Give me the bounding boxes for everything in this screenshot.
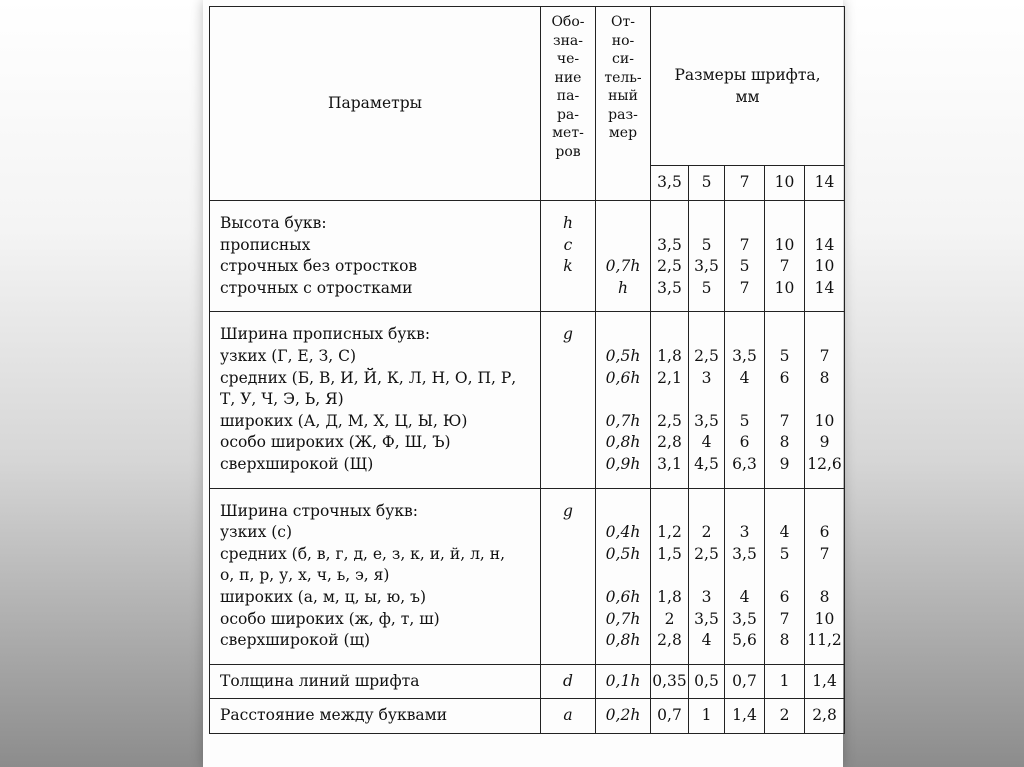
font-size-table bbox=[209, 6, 845, 734]
parameter-cell bbox=[210, 699, 541, 734]
value bbox=[805, 565, 844, 587]
value: 3,5 bbox=[657, 278, 682, 297]
value: 6,3 bbox=[732, 454, 757, 473]
value: 10 bbox=[814, 609, 835, 628]
value: 0,2h bbox=[605, 706, 641, 725]
parameter-line: сверхширокой (щ) bbox=[220, 631, 371, 650]
size-header: 10 bbox=[765, 166, 805, 201]
value bbox=[765, 389, 804, 411]
value bbox=[651, 501, 688, 523]
symbol-cell bbox=[541, 699, 596, 734]
size-7-cell bbox=[725, 488, 765, 664]
value bbox=[805, 389, 844, 411]
value: 0,35 bbox=[652, 671, 687, 690]
value bbox=[725, 565, 764, 587]
value: 10 bbox=[774, 235, 795, 254]
value bbox=[805, 324, 844, 346]
value: 2,5 bbox=[657, 411, 682, 430]
header-row bbox=[210, 7, 845, 166]
value: 8 bbox=[819, 368, 830, 387]
parameter-line: строчных без отростков bbox=[220, 257, 418, 276]
value: 3,1 bbox=[657, 454, 682, 473]
size-14-cell bbox=[805, 699, 845, 734]
value: 0,7h bbox=[605, 257, 641, 276]
value: 2,5 bbox=[694, 346, 719, 365]
section-uppercase-width bbox=[210, 312, 845, 488]
parameter-line: узких (с) bbox=[220, 523, 293, 542]
symbol-cell bbox=[541, 201, 596, 312]
value: 7 bbox=[779, 257, 790, 276]
value bbox=[725, 389, 764, 411]
value: 0,7 bbox=[732, 671, 757, 690]
value: 7 bbox=[779, 411, 790, 430]
value: 0,7h bbox=[605, 609, 641, 628]
size-5-cell bbox=[689, 699, 725, 734]
value: 2,8 bbox=[657, 631, 682, 650]
value: 5 bbox=[739, 411, 750, 430]
value: 6 bbox=[779, 368, 790, 387]
value: 9 bbox=[819, 433, 830, 452]
value: 2 bbox=[701, 523, 712, 542]
value: 3,5 bbox=[694, 609, 719, 628]
symbol-cell bbox=[541, 312, 596, 488]
value: 5 bbox=[779, 346, 790, 365]
value: 11,2 bbox=[807, 631, 842, 650]
value: 8 bbox=[779, 433, 790, 452]
value: 7 bbox=[819, 346, 830, 365]
parameter-line: особо широких (ж, ф, т, ш) bbox=[220, 609, 440, 628]
value: a bbox=[563, 706, 573, 725]
value: 2,8 bbox=[812, 706, 837, 725]
size-5-cell bbox=[689, 201, 725, 312]
parameter-line: особо широких (Ж, Ф, Ш, Ъ) bbox=[220, 433, 451, 452]
value bbox=[725, 501, 764, 523]
value: 1,2 bbox=[657, 523, 682, 542]
value: 6 bbox=[739, 433, 750, 452]
value: 3,5 bbox=[694, 411, 719, 430]
value bbox=[765, 324, 804, 346]
section-letter-height bbox=[210, 201, 845, 312]
value: 2,1 bbox=[657, 368, 682, 387]
value: 14 bbox=[814, 278, 835, 297]
value: g bbox=[563, 501, 573, 520]
value: 1,8 bbox=[657, 587, 682, 606]
header-parameters: Параметры bbox=[210, 7, 541, 201]
size-header: 5 bbox=[689, 166, 725, 201]
size-10-cell bbox=[765, 312, 805, 488]
value bbox=[596, 235, 650, 257]
value: 7 bbox=[779, 609, 790, 628]
parameter-line: узких (Г, Е, З, С) bbox=[220, 346, 357, 365]
value: 1,4 bbox=[812, 671, 837, 690]
size-3-5-cell bbox=[651, 488, 689, 664]
value bbox=[651, 565, 688, 587]
value: 4 bbox=[701, 433, 712, 452]
relative-size-cell bbox=[596, 699, 651, 734]
value: 3,5 bbox=[732, 346, 757, 365]
size-10-cell bbox=[765, 664, 805, 699]
value: 0,8h bbox=[605, 433, 641, 452]
value: 2,8 bbox=[657, 433, 682, 452]
value bbox=[765, 213, 804, 235]
value: 6 bbox=[819, 523, 830, 542]
value: 3 bbox=[701, 587, 712, 606]
value: 0,1h bbox=[605, 671, 641, 690]
value bbox=[725, 324, 764, 346]
value: 3,5 bbox=[657, 235, 682, 254]
value bbox=[651, 213, 688, 235]
relative-size-cell bbox=[596, 488, 651, 664]
value: 8 bbox=[819, 587, 830, 606]
value bbox=[689, 213, 724, 235]
size-10-cell bbox=[765, 201, 805, 312]
size-header: 14 bbox=[805, 166, 845, 201]
size-header: 3,5 bbox=[651, 166, 689, 201]
size-14-cell bbox=[805, 664, 845, 699]
value bbox=[651, 389, 688, 411]
value bbox=[596, 213, 650, 235]
value bbox=[689, 501, 724, 523]
document-page bbox=[203, 0, 843, 767]
relative-size-cell bbox=[596, 312, 651, 488]
value: g bbox=[563, 325, 573, 344]
header-designation: Обо- зна- че- ние па- ра- мет- ров bbox=[541, 7, 596, 201]
value: 0,7 bbox=[657, 706, 682, 725]
size-10-cell bbox=[765, 699, 805, 734]
parameter-line: Высота букв: bbox=[220, 214, 327, 232]
parameter-cell bbox=[210, 488, 541, 664]
value: c bbox=[563, 235, 573, 254]
value bbox=[689, 324, 724, 346]
value bbox=[596, 389, 650, 411]
size-3-5-cell bbox=[651, 201, 689, 312]
size-7-cell bbox=[725, 201, 765, 312]
size-10-cell bbox=[765, 488, 805, 664]
value: d bbox=[563, 671, 573, 690]
parameter-line: средних (б, в, г, д, е, з, к, и, й, л, н, bbox=[220, 544, 506, 563]
value bbox=[765, 565, 804, 587]
size-header: 7 bbox=[725, 166, 765, 201]
size-3-5-cell bbox=[651, 312, 689, 488]
value: 1,4 bbox=[732, 706, 757, 725]
value: 0,5h bbox=[605, 544, 641, 563]
value bbox=[651, 324, 688, 346]
value: 0,5 bbox=[694, 671, 719, 690]
parameter-line: широких (а, м, ц, ы, ю, ъ) bbox=[220, 587, 427, 606]
value: 3 bbox=[701, 368, 712, 387]
header-font-sizes: Размеры шрифта, мм bbox=[651, 7, 845, 166]
value: 12,6 bbox=[807, 454, 842, 473]
value: 7 bbox=[819, 544, 830, 563]
value: 0,5h bbox=[605, 346, 641, 365]
value: 14 bbox=[814, 235, 835, 254]
parameter-line: прописных bbox=[220, 235, 311, 254]
parameter-cell bbox=[210, 201, 541, 312]
section-line-thickness bbox=[210, 664, 845, 699]
value bbox=[596, 501, 650, 523]
size-14-cell bbox=[805, 488, 845, 664]
value: 0,4h bbox=[605, 523, 641, 542]
symbol-cell bbox=[541, 664, 596, 699]
parameter-cell bbox=[210, 312, 541, 488]
parameter-line: Расстояние между буквами bbox=[220, 706, 448, 725]
value: 4 bbox=[739, 587, 750, 606]
size-7-cell bbox=[725, 699, 765, 734]
value: 10 bbox=[814, 257, 835, 276]
value: 1 bbox=[701, 706, 712, 725]
value: 1,5 bbox=[657, 544, 682, 563]
value: 0,8h bbox=[605, 631, 641, 650]
value: h bbox=[563, 214, 573, 232]
size-3-5-cell bbox=[651, 664, 689, 699]
parameter-line: о, п, р, у, х, ч, ь, э, я) bbox=[220, 566, 390, 585]
value: 10 bbox=[774, 278, 795, 297]
value bbox=[805, 213, 844, 235]
size-5-cell bbox=[689, 312, 725, 488]
value: 4 bbox=[779, 523, 790, 542]
value: 7 bbox=[739, 278, 750, 297]
value: h bbox=[618, 278, 628, 297]
value: 7 bbox=[739, 235, 750, 254]
value: 2,5 bbox=[657, 257, 682, 276]
value: 8 bbox=[779, 631, 790, 650]
value: 5 bbox=[701, 278, 712, 297]
size-7-cell bbox=[725, 312, 765, 488]
size-5-cell bbox=[689, 664, 725, 699]
value: 0,9h bbox=[605, 454, 641, 473]
value bbox=[805, 501, 844, 523]
section-lowercase-width bbox=[210, 488, 845, 664]
value: 0,6h bbox=[605, 368, 641, 387]
value bbox=[689, 389, 724, 411]
parameter-line: Толщина линий шрифта bbox=[220, 671, 420, 690]
value: k bbox=[563, 257, 573, 276]
size-14-cell bbox=[805, 312, 845, 488]
parameter-line: широких (А, Д, М, Х, Ц, Ы, Ю) bbox=[220, 411, 468, 430]
value: 10 bbox=[814, 411, 835, 430]
value: 4 bbox=[739, 368, 750, 387]
size-7-cell bbox=[725, 664, 765, 699]
value: 3,5 bbox=[732, 609, 757, 628]
value: 5 bbox=[701, 235, 712, 254]
value: 5 bbox=[739, 257, 750, 276]
section-letter-spacing bbox=[210, 699, 845, 734]
value bbox=[725, 213, 764, 235]
header-relative-size: От- но- си- тель- ный раз- мер bbox=[596, 7, 651, 201]
value: 2,5 bbox=[694, 544, 719, 563]
value: 2 bbox=[664, 609, 675, 628]
parameter-line: Ширина прописных букв: bbox=[220, 325, 431, 344]
parameter-line: средних (Б, В, И, Й, К, Л, Н, О, П, Р, bbox=[220, 368, 517, 387]
parameter-line: сверхширокой (Щ) bbox=[220, 454, 374, 473]
parameter-line: строчных с отростками bbox=[220, 278, 413, 297]
value: 3,5 bbox=[694, 257, 719, 276]
value: 3,5 bbox=[732, 544, 757, 563]
size-3-5-cell bbox=[651, 699, 689, 734]
parameter-line: Ширина строчных букв: bbox=[220, 501, 418, 520]
parameter-cell bbox=[210, 664, 541, 699]
relative-size-cell bbox=[596, 664, 651, 699]
size-14-cell bbox=[805, 201, 845, 312]
value: 5 bbox=[779, 544, 790, 563]
value: 5,6 bbox=[732, 631, 757, 650]
value: 0,6h bbox=[605, 587, 641, 606]
value bbox=[689, 565, 724, 587]
relative-size-cell bbox=[596, 201, 651, 312]
value: 4 bbox=[701, 631, 712, 650]
parameter-line: Т, У, Ч, Э, Ь, Я) bbox=[220, 390, 344, 409]
value bbox=[596, 324, 650, 346]
value: 0,7h bbox=[605, 411, 641, 430]
value: 9 bbox=[779, 454, 790, 473]
symbol-cell bbox=[541, 488, 596, 664]
value: 2 bbox=[779, 706, 790, 725]
size-5-cell bbox=[689, 488, 725, 664]
value bbox=[765, 501, 804, 523]
value: 1 bbox=[779, 671, 790, 690]
value: 3 bbox=[739, 523, 750, 542]
value: 1,8 bbox=[657, 346, 682, 365]
value bbox=[596, 565, 650, 587]
value: 4,5 bbox=[694, 454, 719, 473]
value: 6 bbox=[779, 587, 790, 606]
